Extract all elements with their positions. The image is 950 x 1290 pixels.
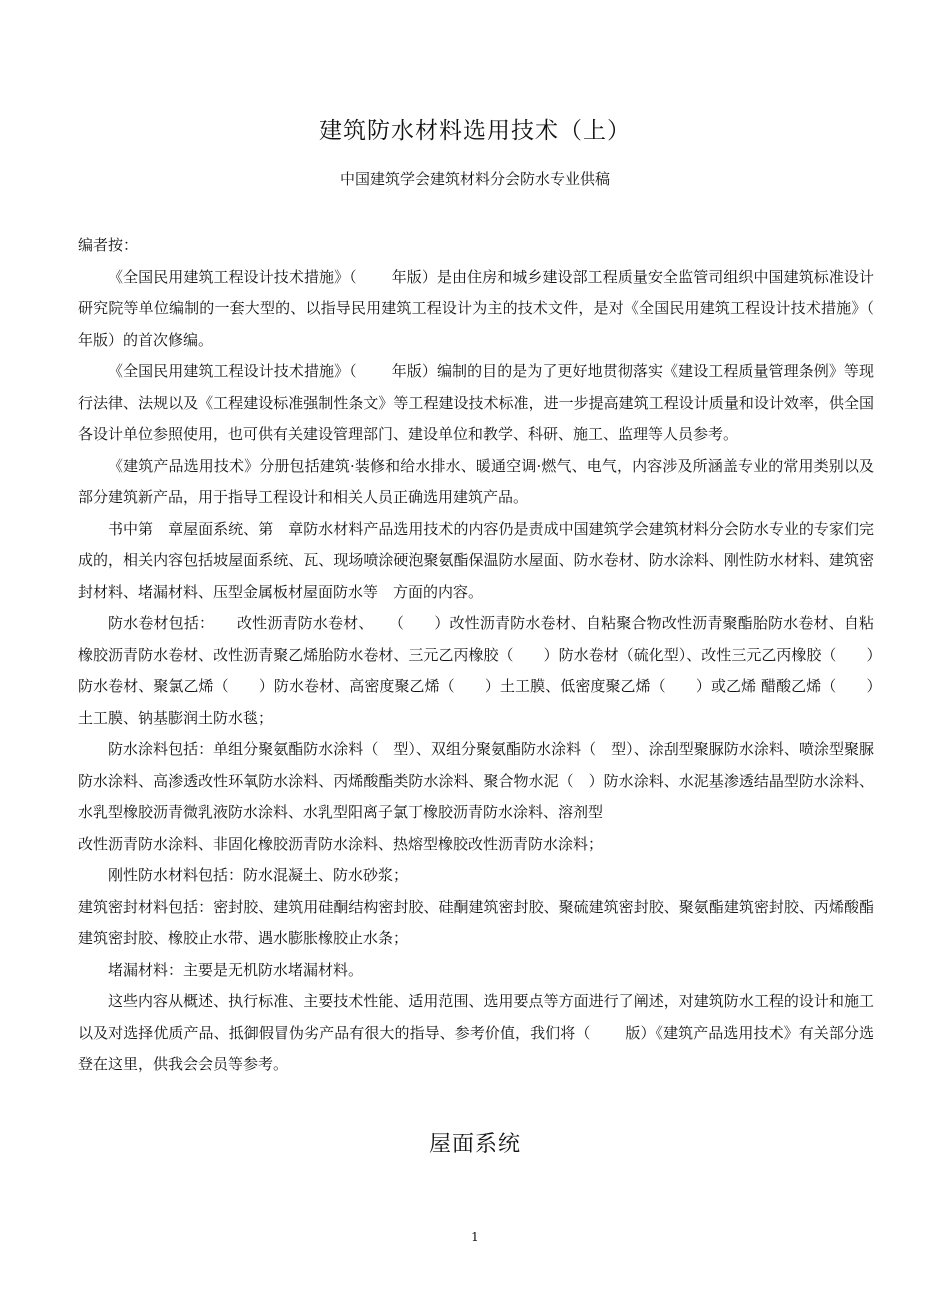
paragraph-coatings: 防水涂料包括：单组分聚氨酯防水涂料（ 型）、双组分聚氨酯防水涂料（ 型）、涂刮型聚脲防水涂料、喷涂型聚脲防水涂料、高渗透改性环氧防水涂料、丙烯酸酯类防水涂料、聚合物水泥（ ）防水涂料、水泥基渗透结晶型防水涂料、水乳型橡胶沥青微乳液防水涂料、水乳型阳离子氯丁橡胶沥青防水涂料、溶剂型: [78, 740, 874, 821]
editor-note-label: 编者按：: [78, 236, 139, 254]
paragraph-purpose: 《全国民用建筑工程设计技术措施》（ 年版）编制的目的是为了更好地贯彻落实《建设工程质量管理条例》等现行法律、法规以及《工程建设标准强制性条文》等工程建设技术标准，进一步提高建筑工程设计质量和设计效率，供全国各设计单位参照使用，也可供有关建设管理部门、建设单位和教学、科研、施工、监理等人员参考。: [78, 362, 874, 443]
paragraph-chapters: 书中第 章屋面系统、第 章防水材料产品选用技术的内容仍是责成中国建筑学会建筑材料分会防水专业的专家们完成的，相关内容包括坡屋面系统、瓦、现场喷涂硬泡聚氨酯保温防水屋面、防水卷材、防水涂料、刚性防水材料、建筑密封材料、堵漏材料、压型金属板材屋面防水等 方面的内容。: [78, 519, 874, 601]
document-body: [78, 230, 909, 1081]
paragraph-closing: 这些内容从概述、执行标准、主要技术性能、适用范围、选用要点等方面进行了阐述，对建筑防水工程的设计和施工以及对选择优质产品、抵御假冒伪劣产品有很大的指导、参考价值，我们将（ 版）《建筑产品选用技术》有关部分选登在这里，供我会会员等参考。: [78, 992, 874, 1073]
document-title: 建筑防水材料选用技术（上）: [319, 118, 631, 144]
paragraph-coatings-continued: 改性沥青防水涂料、非固化橡胶沥青防水涂料、热熔型橡胶改性沥青防水涂料；: [78, 834, 604, 853]
section-heading: 屋面系统: [428, 1132, 521, 1157]
paragraph-membranes: 防水卷材包括： 改性沥青防水卷材、 （ ）改性沥青防水卷材、自粘聚合物改性沥青聚酯胎防水卷材、自粘橡胶沥青防水卷材、改性沥青聚乙烯胎防水卷材、三元乙丙橡胶（ ）防水卷材（硫化型）、改性三元乙丙橡胶（ ）防水卷材、聚氯乙烯（ ）防水卷材、高密度聚乙烯（ ）土工膜、低密度聚乙烯（ ）或乙烯 醋酸乙烯（ ）土工膜、钠基膨润土防水毯；: [78, 614, 874, 727]
document-subtitle: 中国建筑学会建筑材料分会防水专业供稿: [339, 170, 610, 188]
paragraph-sealants: 建筑密封材料包括：密封胶、建筑用硅酮结构密封胶、硅酮建筑密封胶、聚硫建筑密封胶、聚氨酯建筑密封胶、丙烯酸酯建筑密封胶、橡胶止水带、遇水膨胀橡胶止水条；: [78, 897, 874, 947]
paragraph-plugging: 堵漏材料：主要是无机防水堵漏材料。: [108, 960, 364, 979]
paragraph-volume: 《建筑产品选用技术》分册包括建筑·装修和给水排水、暖通空调·燃气、电气，内容涉及所涵盖专业的常用类别以及部分建筑新产品，用于指导工程设计和相关人员正确选用建筑产品。: [78, 456, 874, 506]
page-number: 1: [471, 1230, 479, 1244]
paragraph-rigid: 刚性防水材料包括：防水混凝土、防水砂浆；: [108, 866, 409, 884]
paragraph-intro: 《全国民用建筑工程设计技术措施》（ 年版）是由住房和城乡建设部工程质量安全监管司组织中国建筑标准设计研究院等单位编制的一套大型的、以指导民用建筑工程设计为主的技术文件，是对《全国民用建筑工程设计技术措施》（ 年版）的首次修编。: [78, 267, 909, 349]
